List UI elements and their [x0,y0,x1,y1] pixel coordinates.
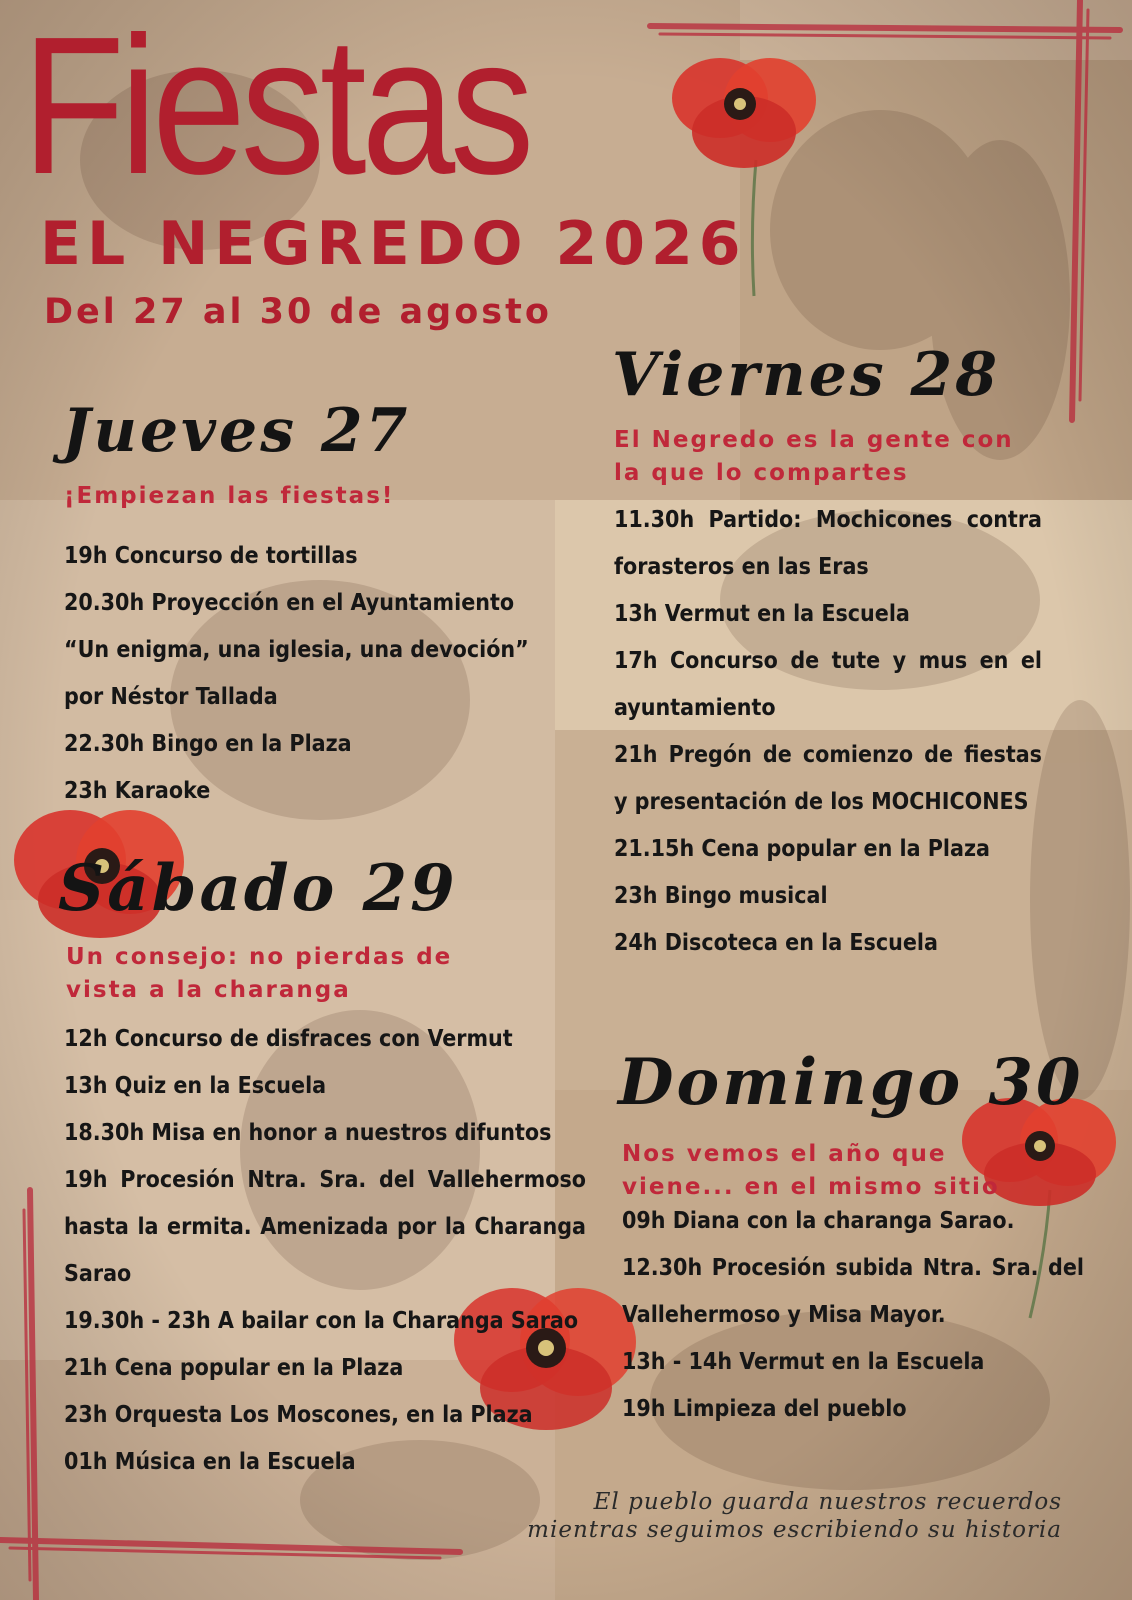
day-heading-friday: Viernes 28 [612,340,1001,410]
event-item: 23h Orquesta Los Moscones, en la Plaza [64,1402,533,1428]
event-item: 20.30h Proyección en el Ayuntamiento [64,590,515,616]
event-item: 11.30h Partido: Mochicones contra forasteros en las Eras [614,507,1042,580]
event-list-sunday [622,1198,1084,1433]
event-item: 12h Concurso de disfraces con Vermut [64,1026,513,1052]
event-item: 21.15h Cena popular en la Plaza [614,836,990,862]
event-item: 13h - 14h Vermut en la Escuela [622,1349,985,1375]
event-list-friday [614,497,1042,967]
event-item: 17h Concurso de tute y mus en el ayuntamiento [614,648,1042,721]
closing-quote [442,1488,1062,1544]
event-item: 18.30h Misa en honor a nuestros difuntos [64,1120,552,1146]
event-item: 21h Pregón de comienzo de fiestas y presentación de los MOCHICONES [614,742,1042,815]
poster-title: Fiestas [22,0,530,215]
day-heading-saturday: Sábado 29 [58,851,458,926]
event-item: 13h Vermut en la Escuela [614,601,910,627]
event-item: 19h Procesión Ntra. Sra. del Vallehermoso hasta la ermita. Amenizada por la Charanga Sarao [64,1167,586,1287]
day-heading-thursday: Jueves 27 [62,396,411,466]
event-item: por Néstor Tallada [64,684,278,710]
day-tagline-friday: El Negredo es la gente con la que lo compartes [614,427,1014,486]
event-item: 19.30h - 23h A bailar con la Charanga Sarao [64,1308,579,1334]
closing-quote-line-2: mientras seguimos escribiendo su historia [527,1517,1062,1543]
event-item: 21h Cena popular en la Plaza [64,1355,404,1381]
event-item: 09h Diana con la charanga Sarao. [622,1208,1015,1234]
day-tagline-thursday: ¡Empiezan las fiestas! [64,483,395,509]
event-item: 01h Música en la Escuela [64,1449,356,1475]
event-list-thursday [64,533,544,815]
event-item: “Un enigma, una iglesia, una devoción” [64,637,529,663]
day-tagline-saturday: Un consejo: no pierdas de vista a la charanga [66,944,453,1003]
event-item: 24h Discoteca en la Escuela [614,930,938,956]
event-item: 19h Limpieza del pueblo [622,1396,907,1422]
event-item: 12.30h Procesión subida Ntra. Sra. del Vallehermoso y Misa Mayor. [622,1255,1084,1328]
day-tagline-sunday: Nos vemos el año que viene... en el mismo sitio [622,1141,1000,1200]
event-item: 19h Concurso de tortillas [64,543,358,569]
event-item: 23h Karaoke [64,778,211,804]
event-item: 23h Bingo musical [614,883,828,909]
event-item: 13h Quiz en la Escuela [64,1073,327,1099]
event-list-saturday [64,1016,586,1486]
closing-quote-line-1: El pueblo guarda nuestros recuerdos [593,1489,1062,1515]
event-item: 22.30h Bingo en la Plaza [64,731,352,757]
poster-subtitle: EL NEGREDO 2026 [40,209,747,279]
day-heading-sunday: Domingo 30 [618,1045,1084,1120]
festival-dates: Del 27 al 30 de agosto [44,292,552,332]
